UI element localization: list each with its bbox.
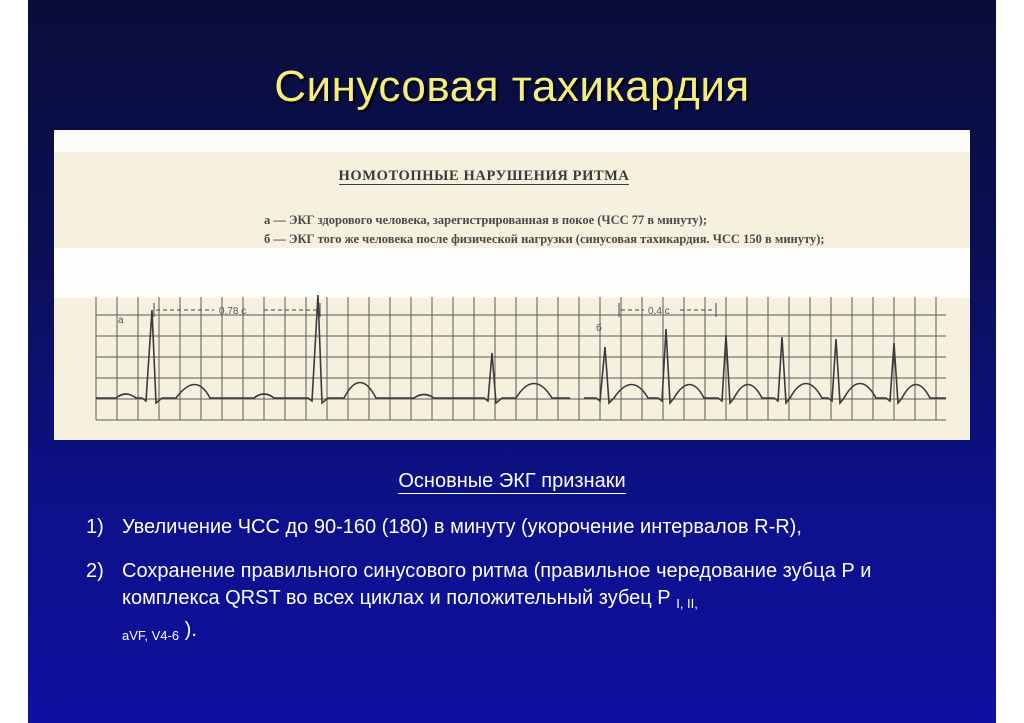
feature-item-2-text: Сохранение правильного синусового ритма (правильное чередование зубца Р и комплекса QRST во всех циклах и положительный зубец Р — [122, 560, 872, 609]
ecg-trace-b — [584, 329, 946, 403]
figure-caption-b: б — ЭКГ того же человека после физической нагрузки (синусовая тахикардия. ЧСС 150 в минуту); — [264, 232, 825, 246]
ecg-strip — [54, 295, 970, 440]
features-heading — [28, 470, 996, 493]
interval-label-a: 0,78 с — [219, 306, 247, 317]
figure-caption-a: а — ЭКГ здорового человека, зарегистрированная в покое (ЧСС 77 в минуту); — [264, 213, 707, 227]
feature-item-2-leads-2: aVF, V4-6 — [122, 628, 180, 643]
feature-item-2-end: ). — [184, 619, 197, 641]
interval-label-b: 0,4 с — [648, 306, 670, 317]
feature-item-1-text: Увеличение ЧСС до 90-160 (180) в минуту (укорочение интервалов R-R), — [122, 516, 802, 538]
ecg-figure — [54, 130, 970, 440]
slide-title: Синусовая тахикардия — [274, 62, 750, 111]
feature-item-2-leads-1: I, II, — [676, 596, 698, 611]
feature-item-2-body — [122, 558, 952, 649]
ecg-label-b: б — [596, 323, 602, 334]
feature-item-1-number: 1) — [86, 516, 104, 538]
ecg-trace-a — [96, 295, 570, 403]
feature-item-2-number: 2) — [86, 560, 104, 582]
slide — [28, 0, 996, 723]
figure-heading — [54, 168, 914, 185]
figure-middle-band — [54, 248, 970, 298]
figure-heading-text: НОМОТОПНЫЕ НАРУШЕНИЯ РИТМА — [338, 168, 630, 184]
figure-top-margin — [54, 130, 970, 152]
ecg-label-a: а — [118, 315, 124, 326]
features-heading-text: Основные ЭКГ признаки — [398, 470, 626, 492]
